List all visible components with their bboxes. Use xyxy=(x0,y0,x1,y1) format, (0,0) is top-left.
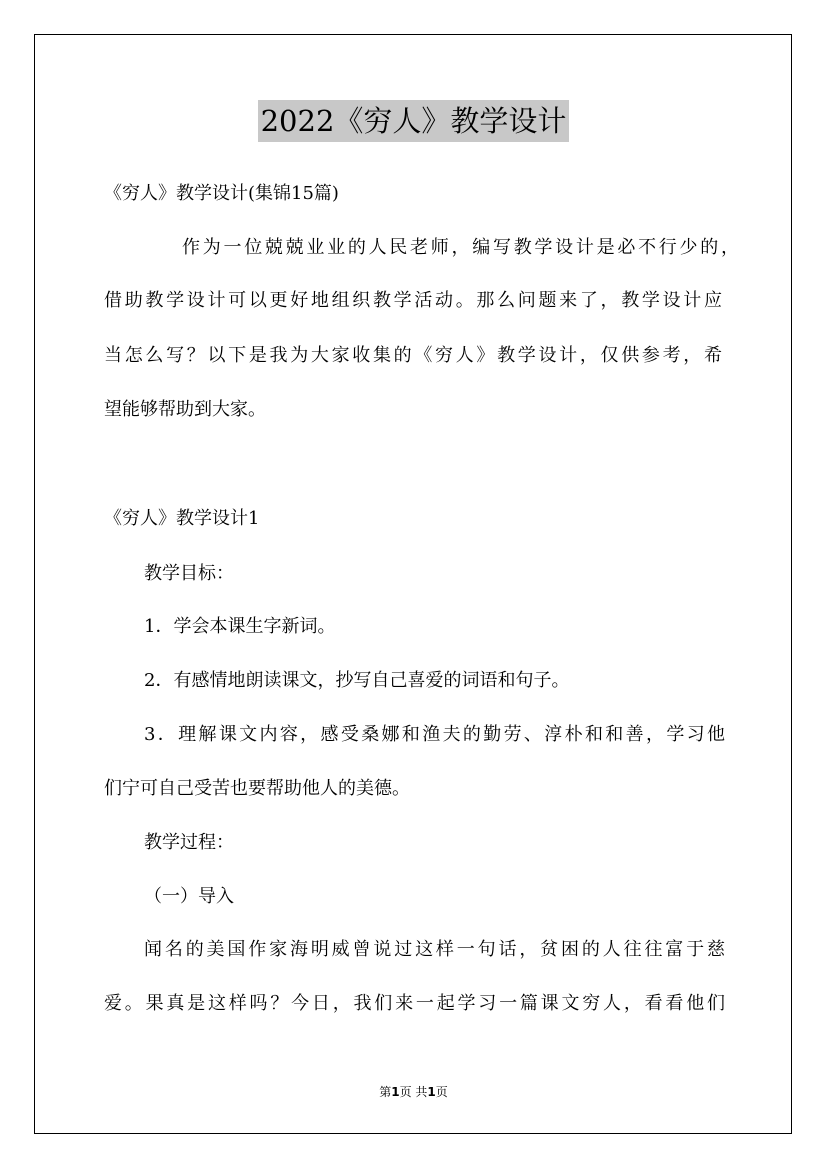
footer-suffix: 页 xyxy=(435,1085,448,1099)
intro-line-4: 望能够帮助到大家。 xyxy=(104,399,266,420)
process-heading: 教学过程： xyxy=(144,832,234,853)
goal-item-1: 1．学会本课生字新词。 xyxy=(144,616,336,637)
step-1-heading: （一）导入 xyxy=(144,886,234,907)
intro-line-2: 借助教学设计可以更好地组织教学活动。那么问题来了，教学设计应 xyxy=(104,290,722,311)
intro-line-1: 作为一位兢兢业业的人民老师，编写教学设计是必不行少的， xyxy=(182,237,739,258)
step-1-line-2: 爱。果真是这样吗？今日，我们来一起学习一篇课文穷人，看看他们 xyxy=(104,993,725,1014)
title-container xyxy=(0,100,827,142)
goal-item-3-line-1: 3．理解课文内容，感受桑娜和渔夫的勤劳、淳朴和和善，学习他 xyxy=(144,724,725,745)
document-subtitle: 《穷人》教学设计(集锦15篇) xyxy=(104,183,339,204)
goal-item-3-line-2: 们宁可自己受苦也要帮助他人的美德。 xyxy=(104,778,410,799)
document-title: 2022《穷人》教学设计 xyxy=(258,100,570,142)
footer-total-pages: 1 xyxy=(427,1085,436,1099)
step-1-line-1: 闻名的美国作家海明威曾说过这样一句话，贫困的人往往富于慈 xyxy=(144,939,725,960)
footer-current-page: 1 xyxy=(391,1085,400,1099)
footer-mid: 页 共 xyxy=(399,1085,428,1099)
page-footer xyxy=(0,1083,827,1101)
goal-item-2: 2．有感情地朗读课文，抄写自己喜爱的词语和句子。 xyxy=(144,670,570,691)
section-heading: 《穷人》教学设计1 xyxy=(104,508,260,529)
goals-heading: 教学目标： xyxy=(144,563,234,584)
footer-prefix: 第 xyxy=(379,1085,392,1099)
intro-line-3: 当怎么写？以下是我为大家收集的《穷人》教学设计，仅供参考，希 xyxy=(104,345,722,366)
